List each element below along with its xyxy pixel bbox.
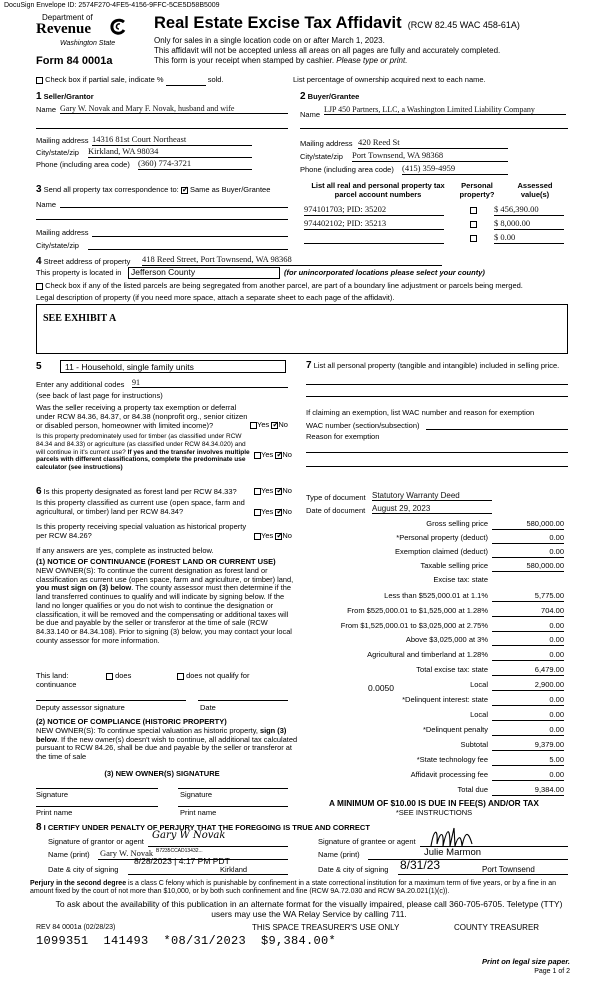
tax-row	[300, 534, 568, 545]
forest-yes-checkbox[interactable]	[254, 488, 261, 495]
personal-property-text: 7 List all personal property (tangible and intangible) included in selling price.	[306, 360, 560, 371]
buyer-mail-field[interactable]: 420 Reed St	[358, 138, 508, 149]
tax-row-value[interactable]: 5.00	[492, 756, 564, 766]
parcel-personal-checkbox[interactable]	[470, 221, 477, 228]
tax-row	[300, 741, 568, 752]
notice-continuance-heading: (1) NOTICE OF CONTINUANCE (FOREST LAND OR CURRENT USE)	[36, 557, 276, 566]
wac-row: WAC number (section/subsection)	[306, 422, 568, 431]
page-number: Page 1 of 2	[534, 968, 570, 975]
exemption-yes-checkbox[interactable]	[250, 422, 257, 429]
seller-city-row: City/state/zip Kirkland, WA 98034	[36, 149, 288, 158]
seller-phone-row: Phone (including area code) (360) 774-3721	[36, 161, 288, 170]
seller-name-row: Name Gary W. Novak and Mary F. Novak, husband and wife	[36, 106, 288, 115]
tax-row-label: Local	[470, 680, 488, 689]
tax-row-label: Less than $525,000.01 at 1.1%	[384, 591, 488, 600]
seller-name-field[interactable]: Gary W. Novak and Mary F. Novak, husband and wife	[60, 104, 288, 114]
envelope-id: DocuSign Envelope ID: 2574F270-4FE5-4156-9FFC-5CE5D58B5009	[4, 2, 220, 9]
grantor-date-field[interactable]: 8/28/2023 | 4:17 PM PDT	[134, 856, 230, 866]
county-treasurer-label: COUNTY TREASURER	[454, 923, 540, 932]
seller-mail-row: Mailing address 14316 81st Court Northeast	[36, 137, 288, 146]
tax-row-value[interactable]: 0.00	[492, 771, 564, 781]
logo-swirl-icon	[109, 18, 127, 36]
tax-row	[300, 622, 568, 633]
parcels-header-value: Assessed value(s)	[517, 181, 553, 199]
new-owner-signature-heading: (3) NEW OWNER(S) SIGNATURE	[104, 769, 220, 778]
street-field[interactable]: 418 Reed Street, Port Townsend, WA 98368	[142, 255, 442, 266]
title-rcw: (RCW 82.45 WAC 458-61A)	[407, 20, 520, 30]
corr-mail-field[interactable]	[92, 236, 288, 237]
tax-row	[300, 651, 568, 662]
additional-codes-field[interactable]: 91	[132, 378, 288, 388]
continuance-label: continuance	[36, 680, 77, 689]
tax-row-label: Total due	[457, 785, 488, 794]
parcel-row	[304, 219, 568, 231]
historic-yes-no: Yes ✓ No	[254, 532, 292, 541]
tax-row	[300, 756, 568, 767]
tax-row-value[interactable]: 704.00	[492, 607, 564, 617]
current-use-yes-no: Yes ✓ No	[254, 508, 292, 517]
tax-row	[300, 726, 568, 737]
tax-row	[300, 607, 568, 618]
certify-heading: 8 I CERTIFY UNDER PENALTY OF PERJURY THAT THE FOREGOING IS TRUE AND CORRECT	[36, 822, 370, 833]
see-instructions-note: *SEE INSTRUCTIONS	[395, 808, 473, 817]
tax-row-value[interactable]: 0.00	[492, 548, 564, 558]
rev-code: REV 84 0001a (02/28/23)	[36, 924, 116, 931]
tax-row	[300, 562, 568, 573]
notice-compliance-text: NEW OWNER(S): To continue special valuation as historic property, sign (3) below. If the new owner(s) doesn't wish to continue, all additional tax calculated pursuant to RCW 84.26, shall be due and payable by the seller or transferor at the time of sale	[36, 726, 298, 762]
parcel-personal-checkbox[interactable]	[470, 207, 477, 214]
corr-name-row: Name	[36, 201, 288, 210]
buyer-mail-row: Mailing address 420 Reed St	[300, 140, 568, 149]
page-title: Real Estate Excise Tax Affidavit	[154, 14, 402, 32]
timber-yes-checkbox[interactable]	[254, 452, 261, 459]
form-number: Form 84 0001a	[36, 55, 113, 67]
tax-row-label: From $1,525,000.01 to $3,025,000 at 2.75%	[340, 621, 488, 630]
corr-city-field[interactable]	[88, 249, 288, 250]
current-use-no-checkbox[interactable]	[275, 509, 282, 516]
buyer-phone-row: Phone (including area code) (415) 359-4959	[300, 166, 568, 175]
seller-phone-field[interactable]: (360) 774-3721	[138, 159, 252, 170]
grantor-name-label: Name (print)	[48, 850, 90, 859]
tax-row	[300, 786, 568, 797]
land-does-option: does	[106, 672, 131, 681]
legal-label: Legal description of property (if you need more space, attach a separate sheet to each page of the affidavit).	[36, 293, 395, 302]
header-note-2: This affidavit will not be accepted unless all areas on all pages are fully and accurately completed.	[154, 46, 501, 55]
exemption-no-checkbox[interactable]	[271, 422, 278, 429]
county-note: (for unincorporated locations please select your county)	[284, 268, 485, 277]
seller-mail-field[interactable]: 14316 81st Court Northeast	[92, 135, 252, 146]
docusign-id: B7235CCAD13432...	[156, 848, 203, 854]
treasurer-space-label: THIS SPACE TREASURER'S USE ONLY	[252, 923, 400, 932]
tax-row	[300, 681, 568, 692]
historic-no-checkbox[interactable]	[275, 533, 282, 540]
logo-state: Washington State	[60, 40, 116, 47]
forest-no-checkbox[interactable]	[275, 488, 282, 495]
forest-question: 6 Is this property designated as forest land per RCW 84.33?	[36, 486, 237, 497]
current-use-yes-checkbox[interactable]	[254, 509, 261, 516]
deputy-date-line[interactable]	[198, 700, 288, 701]
owner-signature-label-2: Signature	[180, 790, 213, 799]
seller-heading: 1 Seller/Grantor	[36, 91, 94, 102]
notice-continuance-text: NEW OWNER(S): To continue the current designation as forest land or classification as current use (open space, farm and agriculture, or timber) land, you must sign on (3) below. The county assessor must then determine if the land transferred continues to qualify and will indicate by signing below. If the land no longer qualifies or you do not wish to continue the designation or classification, it will be removed and the compensating or additional taxes will be due and payable by the seller or transferor at the time of sale (RCW 84.33.140 or 84.34.108). Prior to signing (3) below, you may contact your local county assessor for more information.	[36, 566, 294, 645]
parcel-value-field[interactable]: $ 8,000.00	[494, 219, 564, 230]
buyer-heading: 2 Buyer/Grantee	[300, 91, 360, 102]
tax-row-label: Affidavit processing fee	[410, 770, 488, 779]
parcel-personal-checkbox[interactable]	[470, 235, 477, 242]
timber-yes-no: Yes ✓ No	[254, 451, 292, 460]
header-note-3b: Please type or print.	[336, 56, 408, 65]
grantee-city-field[interactable]: Port Townsend	[482, 865, 535, 874]
tax-row-label: *Delinquent interest: state	[402, 695, 488, 704]
tax-row	[300, 576, 568, 587]
tax-row-value[interactable]: 0.00	[492, 711, 564, 721]
parcels-header-personal: Personal property?	[459, 181, 495, 199]
tax-row-label: Local	[470, 710, 488, 719]
land-does-not-option: does not qualify for	[177, 672, 249, 681]
tax-row	[300, 548, 568, 559]
grantor-city-field[interactable]: Kirkland	[220, 865, 248, 874]
tax-row-value[interactable]: 580,000.00	[492, 520, 564, 530]
corr-name-field[interactable]	[60, 207, 288, 208]
historic-yes-checkbox[interactable]	[254, 533, 261, 540]
land-use-select[interactable]: 11 - Household, single family units	[60, 360, 286, 373]
grantee-signature-label: Signature of grantee or agent	[318, 837, 416, 846]
tax-row-label: Subtotal	[460, 740, 488, 749]
section-5-num: 5	[36, 361, 42, 372]
grantor-date-label: Date & city of signing	[48, 865, 119, 874]
street-row: 4 Street address of property 418 Reed Street, Port Townsend, WA 98368	[36, 256, 568, 268]
logo-name: Revenue	[36, 21, 91, 37]
tax-row	[300, 520, 568, 531]
parcel-value-field[interactable]: $ 0.00	[494, 233, 564, 244]
parcel-row	[304, 205, 568, 217]
segregate-checkbox[interactable]	[36, 283, 43, 290]
parcel-acct-field[interactable]	[304, 233, 444, 244]
correspondence-heading: 3 Send all property tax correspondence to: ✓ Same as Buyer/Grantee	[36, 184, 270, 196]
title-block	[154, 14, 520, 33]
grantee-date-label: Date & city of signing	[318, 865, 389, 874]
timber-question: Is this property predominately used for timber (as classified under RCW 84.34 and 84.33) or agriculture (as classified under RCW 84.34.020) and will continue in it's current use? If yes and the transfer involves multiple parcels with different classifications, complete the predominate use calculator (see instructions)	[36, 433, 250, 472]
deputy-signature-line[interactable]	[36, 700, 186, 701]
logo-dept: Department of	[42, 13, 93, 22]
buyer-name-field[interactable]: LJP 450 Partners, LLC, a Washington Limited Liability Company	[324, 105, 566, 115]
wac-field[interactable]	[426, 429, 568, 430]
tax-row-value[interactable]: 0.00	[492, 636, 564, 646]
header-notes	[154, 36, 500, 66]
owner-signature-label-1: Signature	[36, 790, 69, 799]
tax-row-value[interactable]: 0.00	[492, 726, 564, 736]
grantor-signature-label: Signature of grantor or agent	[48, 837, 144, 846]
tax-row-value[interactable]: 0.00	[492, 534, 564, 544]
forest-yes-no: Yes ✓ No	[254, 487, 292, 496]
tax-row-value[interactable]: 9,379.00	[492, 741, 564, 751]
land-does-not-checkbox[interactable]	[177, 673, 184, 680]
tax-row-label: Gross selling price	[426, 519, 488, 528]
tax-row-value[interactable]: 580,000.00	[492, 562, 564, 572]
tax-row-value[interactable]: 0.00	[492, 696, 564, 706]
grantee-name-field[interactable]: Julie Marmon	[424, 847, 482, 858]
parcels-header-acct: List all real and personal property tax parcel account numbers	[311, 181, 445, 199]
partial-percent-field[interactable]	[166, 76, 206, 86]
current-use-question: Is this property classified as current use (open space, farm and agricultural, or timber) land per RCW 84.34?	[36, 498, 245, 516]
header-note-1: Only for sales in a single location code on or after March 1, 2023.	[154, 36, 385, 45]
tax-row-value[interactable]: 5,775.00	[492, 592, 564, 602]
doc-type-row: Type of document Statutory Warranty Deed	[306, 494, 568, 503]
tax-row	[300, 771, 568, 782]
reason-row: Reason for exemption	[306, 432, 380, 441]
parcel-acct-field[interactable]: 974402102; PID: 35213	[304, 219, 444, 230]
tax-row-value[interactable]: 6,479.00	[492, 666, 564, 676]
notice-compliance-heading: (2) NOTICE OF COMPLIANCE (HISTORIC PROPERTY)	[36, 717, 227, 726]
buyer-city-row: City/state/zip Port Townsend, WA 98368	[300, 153, 568, 162]
tax-row	[300, 636, 568, 647]
seller-city-field[interactable]: Kirkland, WA 98034	[88, 147, 252, 158]
owner-print-name-label-1: Print name	[36, 808, 73, 817]
buyer-name-row: Name LJP 450 Partners, LLC, a Washington Limited Liability Company	[300, 111, 568, 120]
tax-row	[300, 592, 568, 603]
treasurer-stamp: 1099351 141493 *08/31/2023 $9,384.00*	[36, 934, 337, 948]
tax-row-label: Agricultural and timberland at 1.28%	[367, 650, 488, 659]
header-note-3: This form is your receipt when stamped by cashier.	[154, 56, 337, 65]
corr-city-row: City/state/zip	[36, 242, 288, 251]
tax-row-value[interactable]: 0.00	[492, 651, 564, 661]
owner-print-name-label-2: Print name	[180, 808, 217, 817]
local-rate-value: 0.0050	[368, 683, 394, 693]
land-qualify-row: This land:	[36, 671, 69, 680]
same-as-buyer-checkbox[interactable]	[181, 187, 188, 194]
deputy-date-label: Date	[200, 703, 216, 712]
legal-size-note: Print on legal size paper.	[482, 957, 570, 966]
partial-sale-label: Check box if partial sale, indicate %	[45, 75, 164, 84]
segregate-row: Check box if any of the listed parcels are being segregated from another parcel, are part of a boundary line adjustment or parcels being merged.	[36, 282, 523, 291]
grantor-signature[interactable]: Gary W Novak	[152, 830, 226, 841]
deputy-signature-label: Deputy assessor signature	[36, 703, 125, 712]
partial-sold-label: sold.	[207, 75, 224, 84]
dor-logo	[36, 10, 128, 56]
doc-date-row: Date of document August 29, 2023	[306, 507, 568, 516]
tax-row-label: Above $3,025,000 at 3%	[405, 635, 488, 644]
corr-mail-row: Mailing address	[36, 229, 288, 238]
historic-question: Is this property receiving special valuation as historical property per RCW 84.26?	[36, 522, 247, 540]
tax-row-label: Total excise tax: state	[416, 665, 488, 674]
buyer-phone-field[interactable]: (415) 359-4959	[402, 164, 508, 175]
parcel-value-field[interactable]: $ 456,390.00	[494, 205, 564, 216]
land-does-checkbox[interactable]	[106, 673, 113, 680]
answers-note: If any answers are yes, complete as instructed below.	[36, 546, 214, 555]
tax-row-value[interactable]: 0.00	[492, 622, 564, 632]
exemption-question: Was the seller receiving a property tax exemption or deferral under RCW 84.36, 84.37, or 84.38 (nonprofit org., senior citizen or disabled person, homeowner with limited income)?	[36, 403, 248, 430]
alternate-format-note: To ask about the availability of this publication in an alternate format for the visually impaired, please call 360-705-6705. Teletype (TTY) users may use the WA Relay Service by calling 711.	[55, 899, 563, 919]
county-row: This property is located in	[36, 268, 122, 277]
perjury-notice: Perjury in the second degree is a class C felony which is punishable by confinement in a state correctional institution for a maximum term of five years, or by a fine in an amount fixed by the court of not more than $10,000, or by both such confinement and fine (RCW 9A.72.030 and RCW 9A.20.021(1)(c)).	[30, 880, 557, 896]
legal-description-text: SEE EXHIBIT A	[43, 313, 117, 324]
grantee-date-field[interactable]: 8/31/23	[400, 858, 441, 872]
partial-sale-checkbox[interactable]	[36, 77, 43, 84]
tax-row-value[interactable]: 9,384.00	[492, 786, 564, 796]
parcel-acct-field[interactable]: 974101703; PID: 35202	[304, 205, 444, 216]
legal-description-field[interactable]	[36, 304, 568, 354]
tax-row-label: From $525,000.01 to $1,525,000 at 1.28%	[347, 606, 488, 615]
tax-row-label: *State technology fee	[416, 755, 488, 764]
doc-date-field[interactable]: August 29, 2023	[372, 504, 492, 514]
parcel-row	[304, 233, 568, 245]
buyer-city-field[interactable]: Port Townsend, WA 98368	[352, 151, 508, 162]
county-select[interactable]: Jefferson County	[128, 267, 280, 279]
minimum-due-note: A MINIMUM OF $10.00 IS DUE IN FEE(S) AND/OR TAX	[329, 798, 539, 808]
grantor-name-field[interactable]: Gary W. Novak	[100, 848, 154, 858]
ownership-note: List percentage of ownership acquired next to each name.	[293, 75, 486, 84]
tax-row	[300, 696, 568, 707]
codes-note: (see back of last page for instructions)	[36, 391, 163, 400]
additional-codes-row: Enter any additional codes 91	[36, 381, 288, 390]
tax-row-label: *Personal property (deduct)	[396, 533, 488, 542]
exemption-claim-label: If claiming an exemption, list WAC number and reason for exemption	[306, 408, 535, 417]
timber-no-checkbox[interactable]	[275, 452, 282, 459]
partial-sale-row	[36, 76, 224, 86]
tax-row-label: Excise tax: state	[433, 575, 488, 584]
tax-row-label: *Delinquent penalty	[422, 725, 488, 734]
tax-row	[300, 711, 568, 722]
tax-row-label: Taxable selling price	[420, 561, 488, 570]
tax-row-value[interactable]: 2,900.00	[492, 681, 564, 691]
tax-row-label: Exemption claimed (deduct)	[395, 547, 488, 556]
doc-type-field[interactable]: Statutory Warranty Deed	[372, 491, 492, 501]
grantee-name-label: Name (print)	[318, 850, 360, 859]
exemption-yes-no: Yes ✓ No	[250, 421, 288, 430]
tax-row	[300, 666, 568, 677]
